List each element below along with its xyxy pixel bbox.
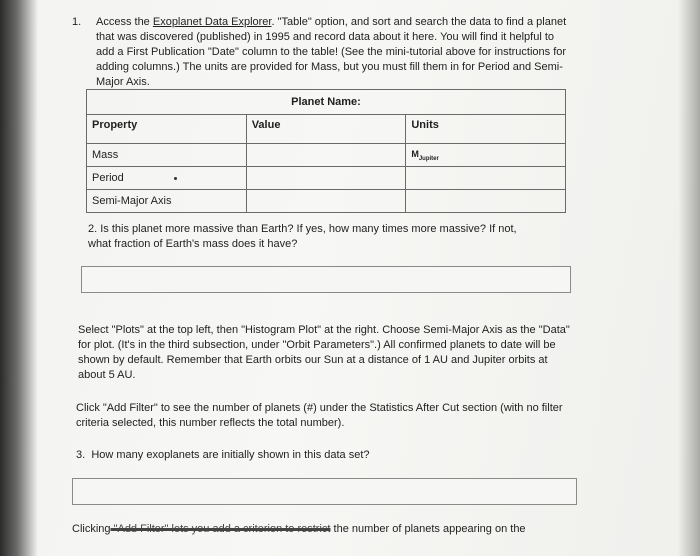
table-row <box>87 167 566 190</box>
question-1-number: 1. <box>72 16 82 28</box>
value-cell[interactable] <box>246 144 406 167</box>
bottom-cut-text <box>72 522 592 537</box>
question-2 <box>88 222 528 252</box>
units-cell[interactable] <box>406 167 566 190</box>
exoplanet-data-explorer-link[interactable]: Exoplanet Data Explorer <box>152 16 272 28</box>
column-header-value: Value <box>246 115 406 144</box>
table-row <box>87 144 566 167</box>
value-cell[interactable] <box>246 190 406 213</box>
bottom-text-struck: "Add Filter" lets you add a criterion to restrict <box>110 523 331 535</box>
question-2-number: 2. <box>88 223 98 235</box>
filter-instructions: Click "Add Filter" to see the number of planets (#) under the Statistics After Cut section (with no filter criteria selected, this number reflects the total number). <box>76 402 563 429</box>
units-cell[interactable] <box>406 190 566 213</box>
property-label: Period <box>92 172 124 184</box>
question-1-text-end: . "Table" option, and sort and search the data to find a planet that was discovered (published) in 1995 and record data about it here. You will find it helpful to add a First Publication "Date" column to the table! (See the mini-tutorial above for instructions for adding columns.) The units are provided for Mass, but you must fill them in for Period and Semi-Major Axis. <box>96 16 567 88</box>
answer-box-question-3[interactable] <box>72 478 577 505</box>
question-1-text-start: Access the <box>96 16 153 28</box>
planet-data-table <box>86 89 566 213</box>
page-shadow-right <box>678 0 700 556</box>
property-cell: Semi-Major Axis <box>87 190 247 213</box>
question-3-number: 3. <box>76 449 86 461</box>
answer-box-question-2[interactable] <box>81 266 571 293</box>
ink-dot <box>174 177 177 180</box>
question-2-text: Is this planet more massive than Earth? If yes, how many times more massive? If not, what fraction of Earth's mass does it have? <box>88 223 517 250</box>
planet-name-header: Planet Name: <box>87 90 566 115</box>
page-shadow-left <box>0 0 38 556</box>
bottom-text-start: Clicking <box>72 523 111 535</box>
bottom-text-end: the number of planets appearing on the <box>330 523 526 535</box>
question-3 <box>76 448 576 463</box>
property-cell: Mass <box>87 144 247 167</box>
units-symbol: M <box>411 148 419 159</box>
column-header-units: Units <box>406 115 566 144</box>
question-1 <box>72 15 570 90</box>
units-subscript: Jupiter <box>418 155 439 162</box>
value-cell[interactable] <box>246 167 406 190</box>
table-row <box>87 190 566 213</box>
question-3-text: How many exoplanets are initially shown in this data set? <box>91 449 370 461</box>
property-cell <box>87 167 247 190</box>
plots-instructions: Select "Plots" at the top left, then "Histogram Plot" at the right. Choose Semi-Major Axis as the "Data" for plot. (It's in the third subsection, under "Orbit Parameters".) All confirmed planets to date will be shown by default. Remember that Earth orbits our Sun at a distance of 1 AU and Jupiter orbits at about 5 AU. <box>78 324 570 381</box>
units-cell <box>406 144 566 167</box>
column-header-property: Property <box>87 115 247 144</box>
